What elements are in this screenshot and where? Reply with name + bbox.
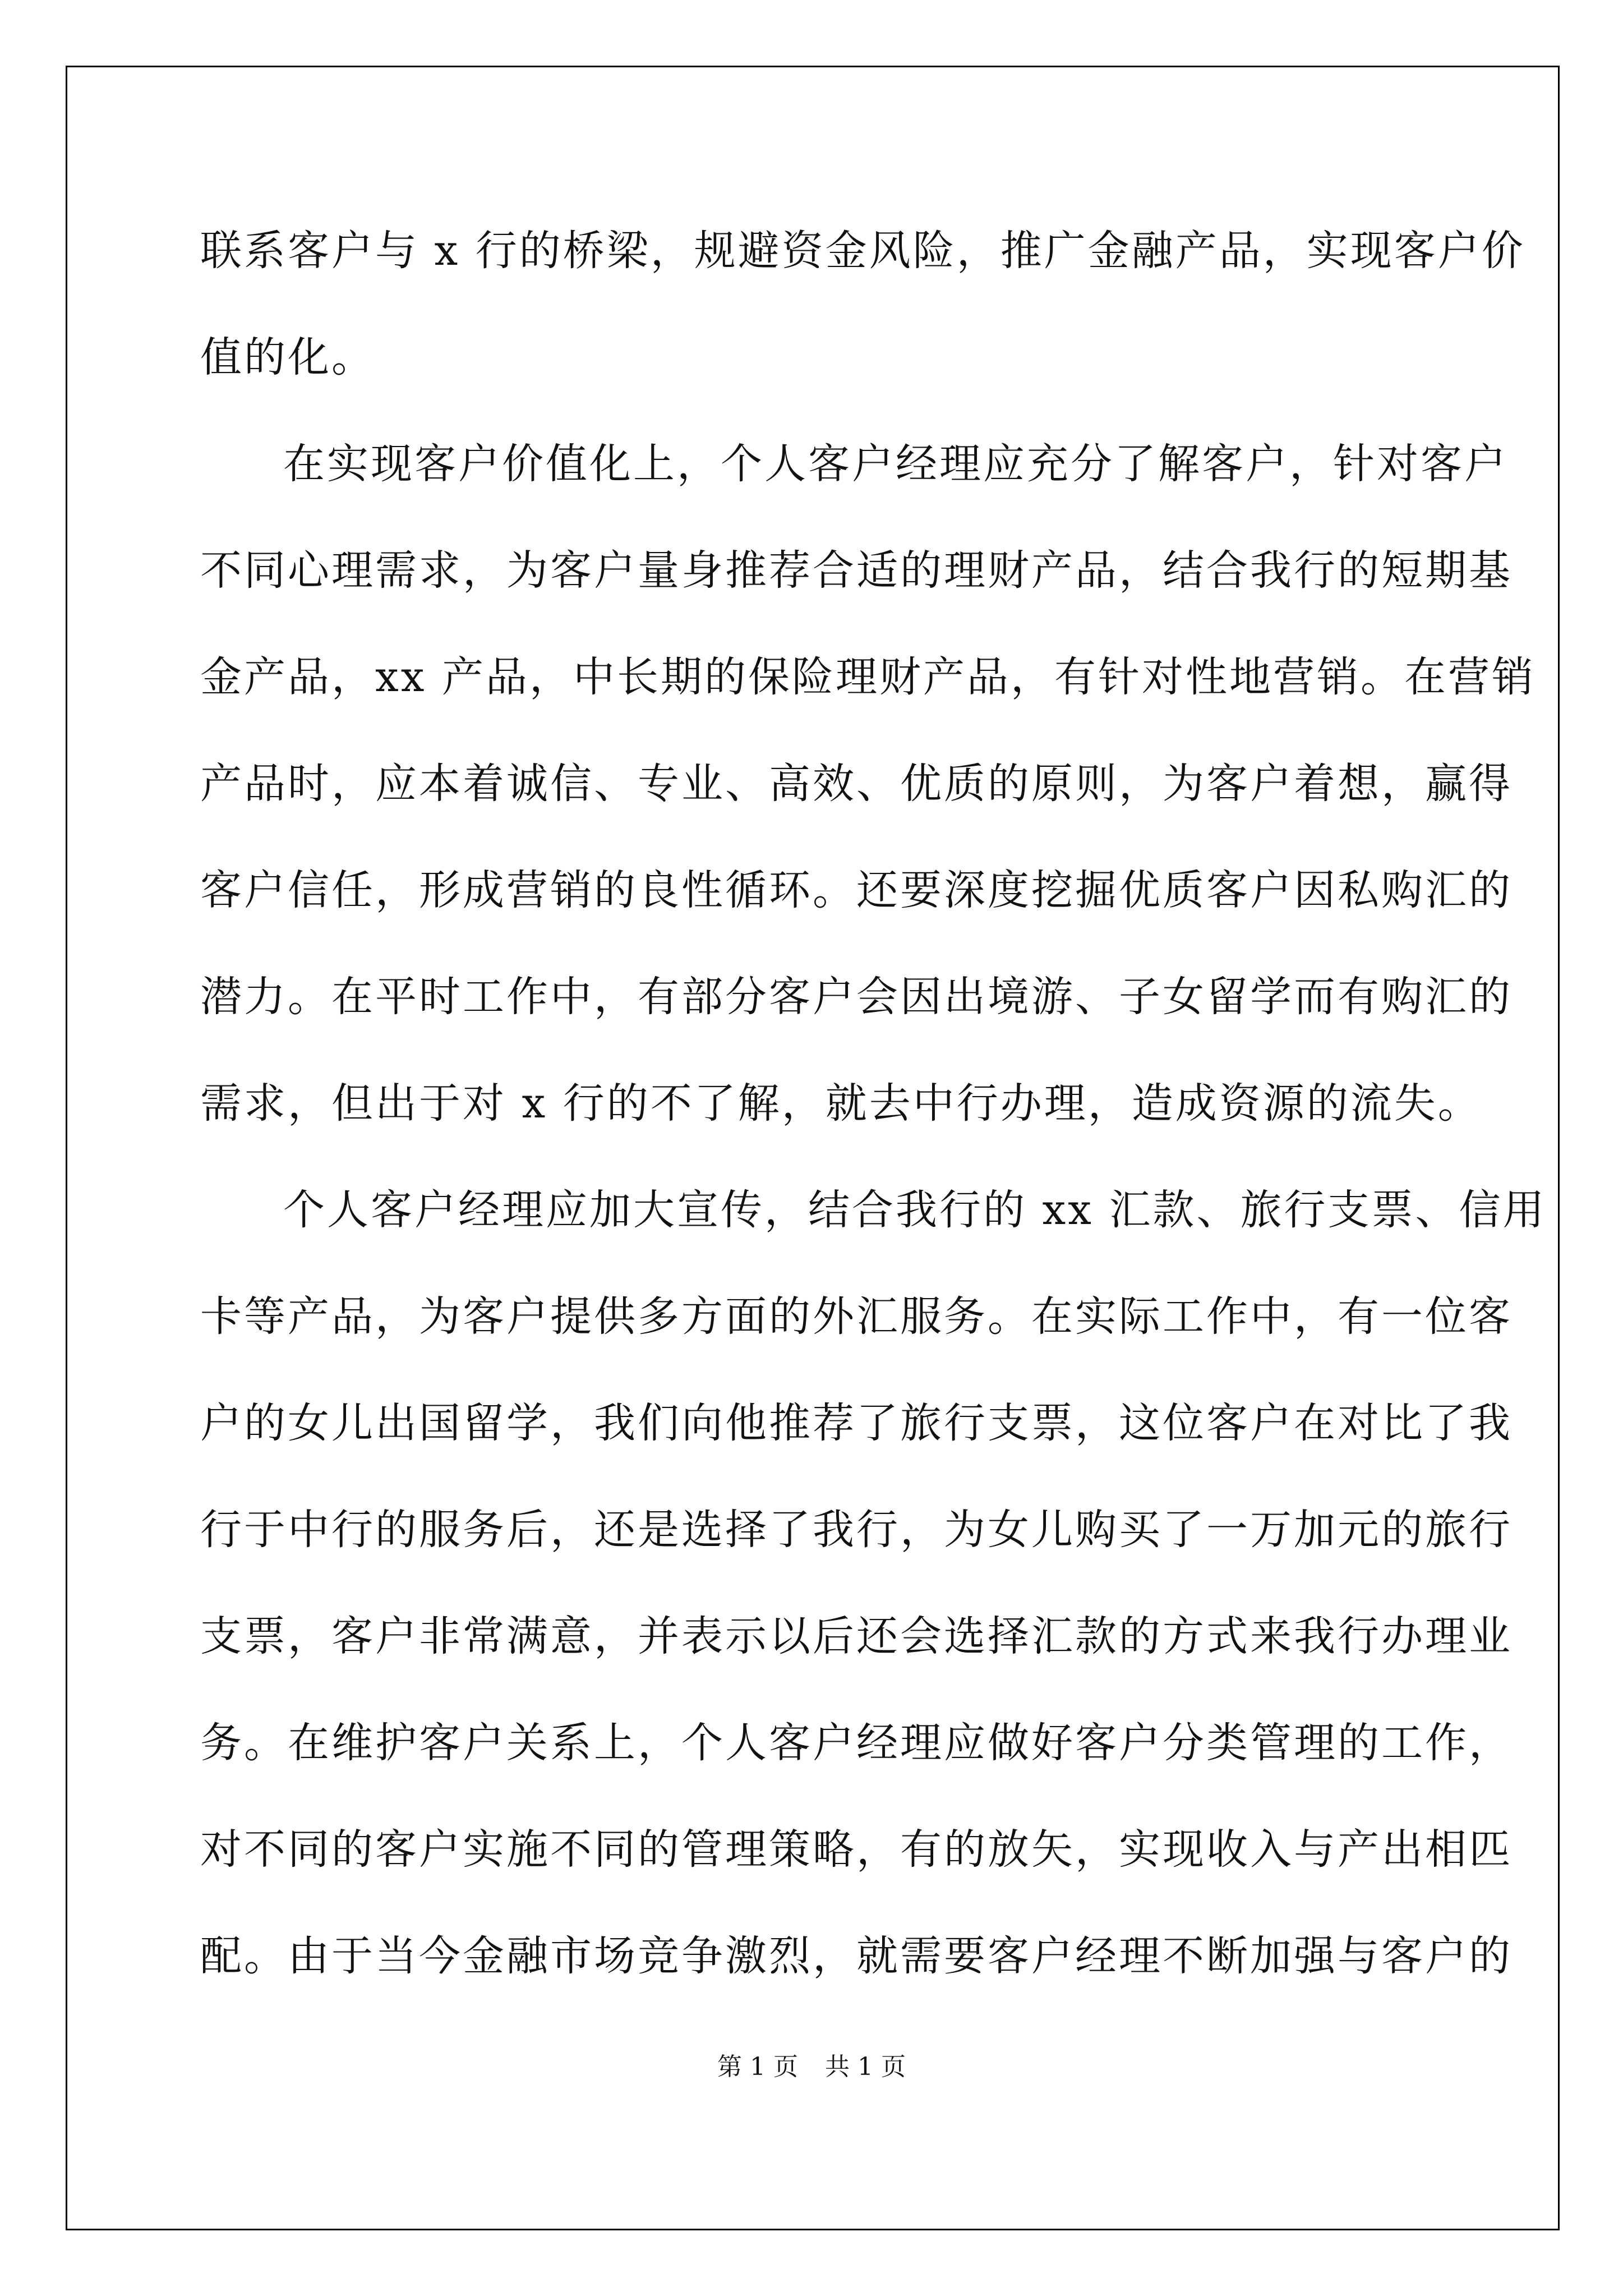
page-total: 共 1 页 — [825, 2053, 906, 2081]
text-line: 行于中行的服务后，还是选择了我行，为女儿购买了一万加元的旅行 — [200, 1506, 1513, 1554]
text-line: 对不同的客户实施不同的管理策略，有的放矢，实现收入与产出相匹 — [200, 1825, 1513, 1874]
text-line: 值的化。 — [200, 333, 375, 381]
text-line: 在实现客户价值化上，个人客户经理应充分了解客户，针对客户 — [283, 440, 1508, 488]
text-line: 务。在维护客户关系上，个人客户经理应做好客户分类管理的工作， — [200, 1719, 1513, 1767]
text-line: 支票，客户非常满意，并表示以后还会选择汇款的方式来我行办理业 — [200, 1612, 1513, 1660]
text-line: 需求，但出于对 x 行的不了解，就去中行办理，造成资源的流失。 — [200, 1079, 1482, 1128]
text-line: 卡等产品，为客户提供多方面的外汇服务。在实际工作中，有一位客 — [200, 1292, 1513, 1341]
text-line: 产品时，应本着诚信、专业、高效、优质的原则，为客户着想，赢得 — [200, 760, 1513, 808]
text-line: 联系客户与 x 行的桥梁，规避资金风险，推广金融产品，实现客户价 — [200, 227, 1525, 275]
text-line: 客户信任，形成营销的良性循环。还要深度挖掘优质客户因私购汇的 — [200, 866, 1513, 914]
text-line: 不同心理需求，为客户量身推荐合适的理财产品，结合我行的短期基 — [200, 546, 1513, 595]
text-line: 户的女儿出国留学，我们向他推荐了旅行支票，这位客户在对比了我 — [200, 1399, 1513, 1447]
text-line: 个人客户经理应加大宣传，结合我行的 xx 汇款、旅行支票、信用 — [283, 1186, 1547, 1234]
page-footer — [0, 2050, 1623, 2084]
text-line: 金产品，xx 产品，中长期的保险理财产品，有针对性地营销。在营销 — [200, 653, 1536, 701]
text-line: 配。由于当今金融市场竞争激烈，就需要客户经理不断加强与客户的 — [200, 1932, 1513, 1980]
page-border — [66, 66, 1560, 2230]
page-number: 第 1 页 — [717, 2053, 798, 2081]
text-line: 潜力。在平时工作中，有部分客户会因出境游、子女留学而有购汇的 — [200, 973, 1513, 1021]
